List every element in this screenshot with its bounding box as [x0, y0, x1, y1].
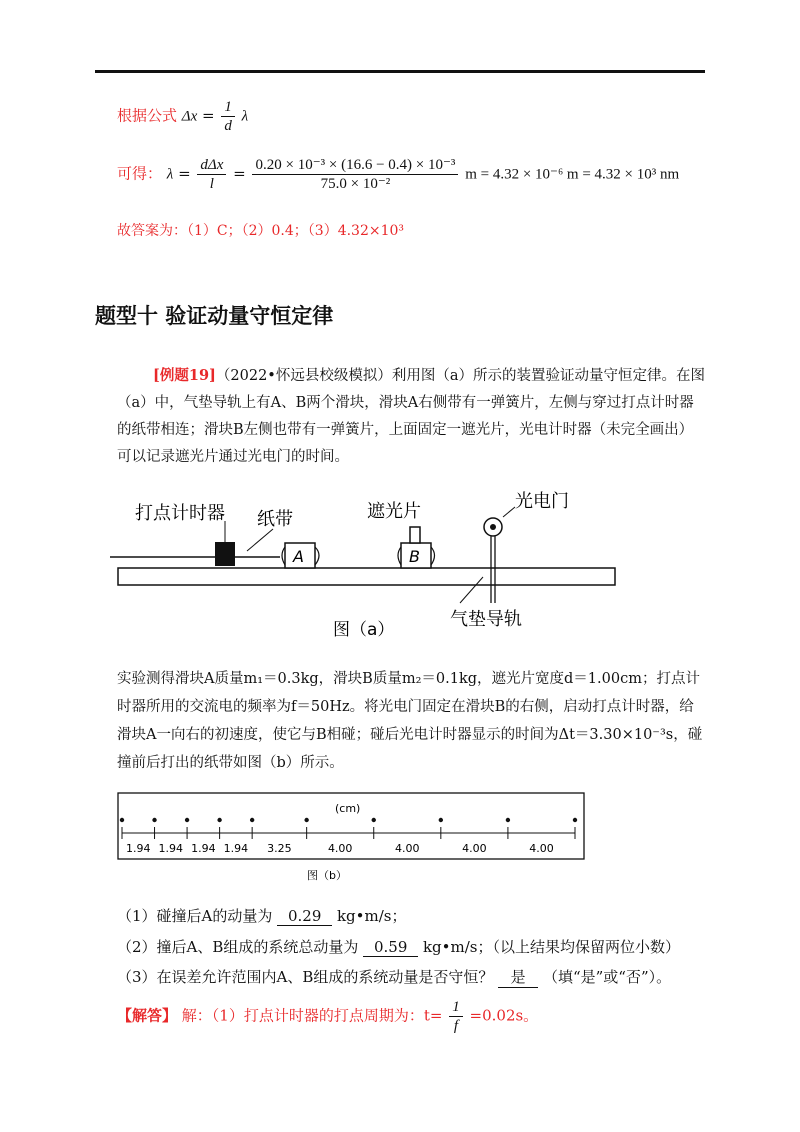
formula1-fraction: [221, 98, 235, 135]
measure-paragraph: 实验测得滑块A质量m₁＝0.3kg，滑块B质量m₂＝0.1kg，遮光片宽度d＝1.00cm；打点计时器所用的交流电的频率为f＝50Hz。将光电门固定在滑块B的右侧，启动打点计时器，给滑块A一向右的初速度，使它与B相碰；碰后光电计时器显示的时间为Δt＝3.30×10⁻³s，碰撞前后打出的纸带如图（b）所示。: [117, 671, 703, 771]
tape-dot: [439, 818, 443, 822]
q1-suffix: kg•m/s；: [336, 907, 407, 925]
block-b-label: B: [409, 547, 420, 566]
tape-segment-label: 1.94: [158, 842, 184, 855]
solution-line: [117, 998, 538, 1035]
answer-line: 故答案为：（1）C；（2）0.4；（3）4.32×10³: [117, 223, 405, 239]
block-a-label: A: [293, 547, 304, 566]
tape-segment-label: 4.00: [529, 842, 554, 855]
solution-text: 解：（1）打点计时器的打点周期为：t=: [181, 1006, 443, 1025]
gate-leader: [503, 507, 515, 517]
rail-leader: [460, 577, 483, 603]
example-tag: [例题19]: [153, 367, 216, 384]
tape-dot: [372, 818, 376, 822]
example-intro: （2022•怀远县校级模拟）利用图（a）所示的装置验证动量守恒定律。在图（a）中，气垫导轨上有A、B两个滑块，滑块A右侧带有一弹簧片，左侧与穿过打点计时器的纸带相连；滑块B左侧也带有一弹簧片，上面固定一遮光片，光电计时器（未完全画出）可以记录遮光片通过光电门的时间。: [117, 368, 706, 465]
tape-dot: [250, 818, 254, 822]
solution-num: 1: [449, 998, 463, 1017]
tape-dot: [304, 818, 308, 822]
tape-segment-label: 1.94: [223, 842, 249, 855]
tape-segment-label: 4.00: [395, 842, 420, 855]
shade-label: 遮光片: [367, 501, 421, 522]
q3-answer: 是: [498, 966, 538, 988]
formula1-den: d: [224, 118, 232, 134]
q2-answer: 0.59: [363, 938, 418, 957]
tape-dot: [152, 818, 156, 822]
formula1-num: 1: [221, 98, 235, 117]
solution-den: f: [453, 1018, 459, 1034]
q3-prefix: （3）在误差允许范围内A、B组成的系统动量是否守恒？: [117, 968, 494, 986]
formula-line-1: 根据公式 Δx = $\frac{1}{d}$ λ: [117, 99, 249, 134]
figure-a: [105, 485, 625, 645]
formula2-fraction-2: [252, 156, 458, 193]
formula2-f2-num: 0.20 × 10⁻³ × (16.6 − 0.4) × 10⁻³: [252, 156, 458, 175]
gate-label: 光电门: [515, 491, 569, 512]
tape-dot: [573, 818, 577, 822]
question-1: [117, 905, 406, 926]
q1-answer: 0.29: [277, 907, 332, 926]
section-title: 题型十 验证动量守恒定律: [95, 304, 334, 328]
figure-b: [117, 792, 587, 884]
formula2-lambda: λ: [166, 166, 174, 183]
tape-segment-label: 4.00: [327, 842, 353, 855]
tape-segment-label: 4.00: [462, 842, 487, 855]
figure-a-caption: 图（a）: [333, 620, 395, 640]
formula-line-2: 可得： λ = $\frac{\text{dΔx}}{l}$ = $\frac{\text{0.20 × 10⁻³ × (16.6 − 0.4) × 10⁻³}}{\text{75.0 × 10⁻²}}$ m = 4.32 × 10⁻⁶ m = 4.32 × 10³ nm: [117, 157, 680, 192]
example-paragraph: [117, 362, 707, 471]
solution-tag: 【解答】: [117, 1006, 178, 1025]
shade-plate: [410, 527, 420, 543]
tape-segment-label: 3.25: [267, 842, 292, 855]
tape-segment-label: 1.94: [191, 842, 216, 855]
formula2-tail: m = 4.32 × 10⁻⁶ m = 4.32 × 10³ nm: [465, 166, 680, 183]
tape-dot: [120, 818, 124, 822]
formula2-f1-den: l: [209, 176, 214, 192]
solution-tail: =0.02s。: [469, 1006, 539, 1025]
formula2-f2-den: 75.0 × 10⁻²: [320, 176, 391, 192]
tape-label: 纸带: [257, 509, 293, 530]
tape-dot: [506, 818, 510, 822]
tape-dot: [217, 818, 221, 822]
air-track-rail: [118, 568, 615, 585]
formula1-lhs: Δx: [181, 108, 198, 125]
question-3: [117, 966, 671, 988]
tape-segment-label: 1.94: [126, 842, 151, 855]
solution-fraction: [449, 998, 463, 1035]
question-2: [117, 936, 680, 957]
q3-suffix: （填“是”或“否”）。: [542, 968, 672, 986]
photogate-center: [490, 524, 496, 530]
q1-prefix: （1）碰撞后A的动量为: [117, 907, 273, 925]
q2-prefix: （2）撞后A、B组成的系统总动量为: [117, 938, 359, 956]
timer-block: [215, 542, 235, 566]
tape-unit: (cm): [335, 802, 361, 815]
formula2-label: 可得：: [117, 164, 163, 183]
rail-label: 气垫导轨: [450, 609, 522, 630]
top-rule: [95, 70, 705, 73]
tape-marks: [120, 818, 577, 855]
q2-suffix: kg•m/s；（以上结果均保留两位小数）: [422, 938, 680, 956]
tape-dot: [185, 818, 189, 822]
figure-b-caption: 图（b）: [307, 869, 347, 882]
formula2-f1-num: dΔx: [197, 156, 226, 175]
timer-label: 打点计时器: [135, 503, 225, 524]
tape-leader: [247, 529, 273, 551]
formula2-fraction-1: [197, 156, 226, 193]
formula1-rhs: λ: [241, 108, 249, 125]
formula1-label: 根据公式: [117, 106, 178, 125]
